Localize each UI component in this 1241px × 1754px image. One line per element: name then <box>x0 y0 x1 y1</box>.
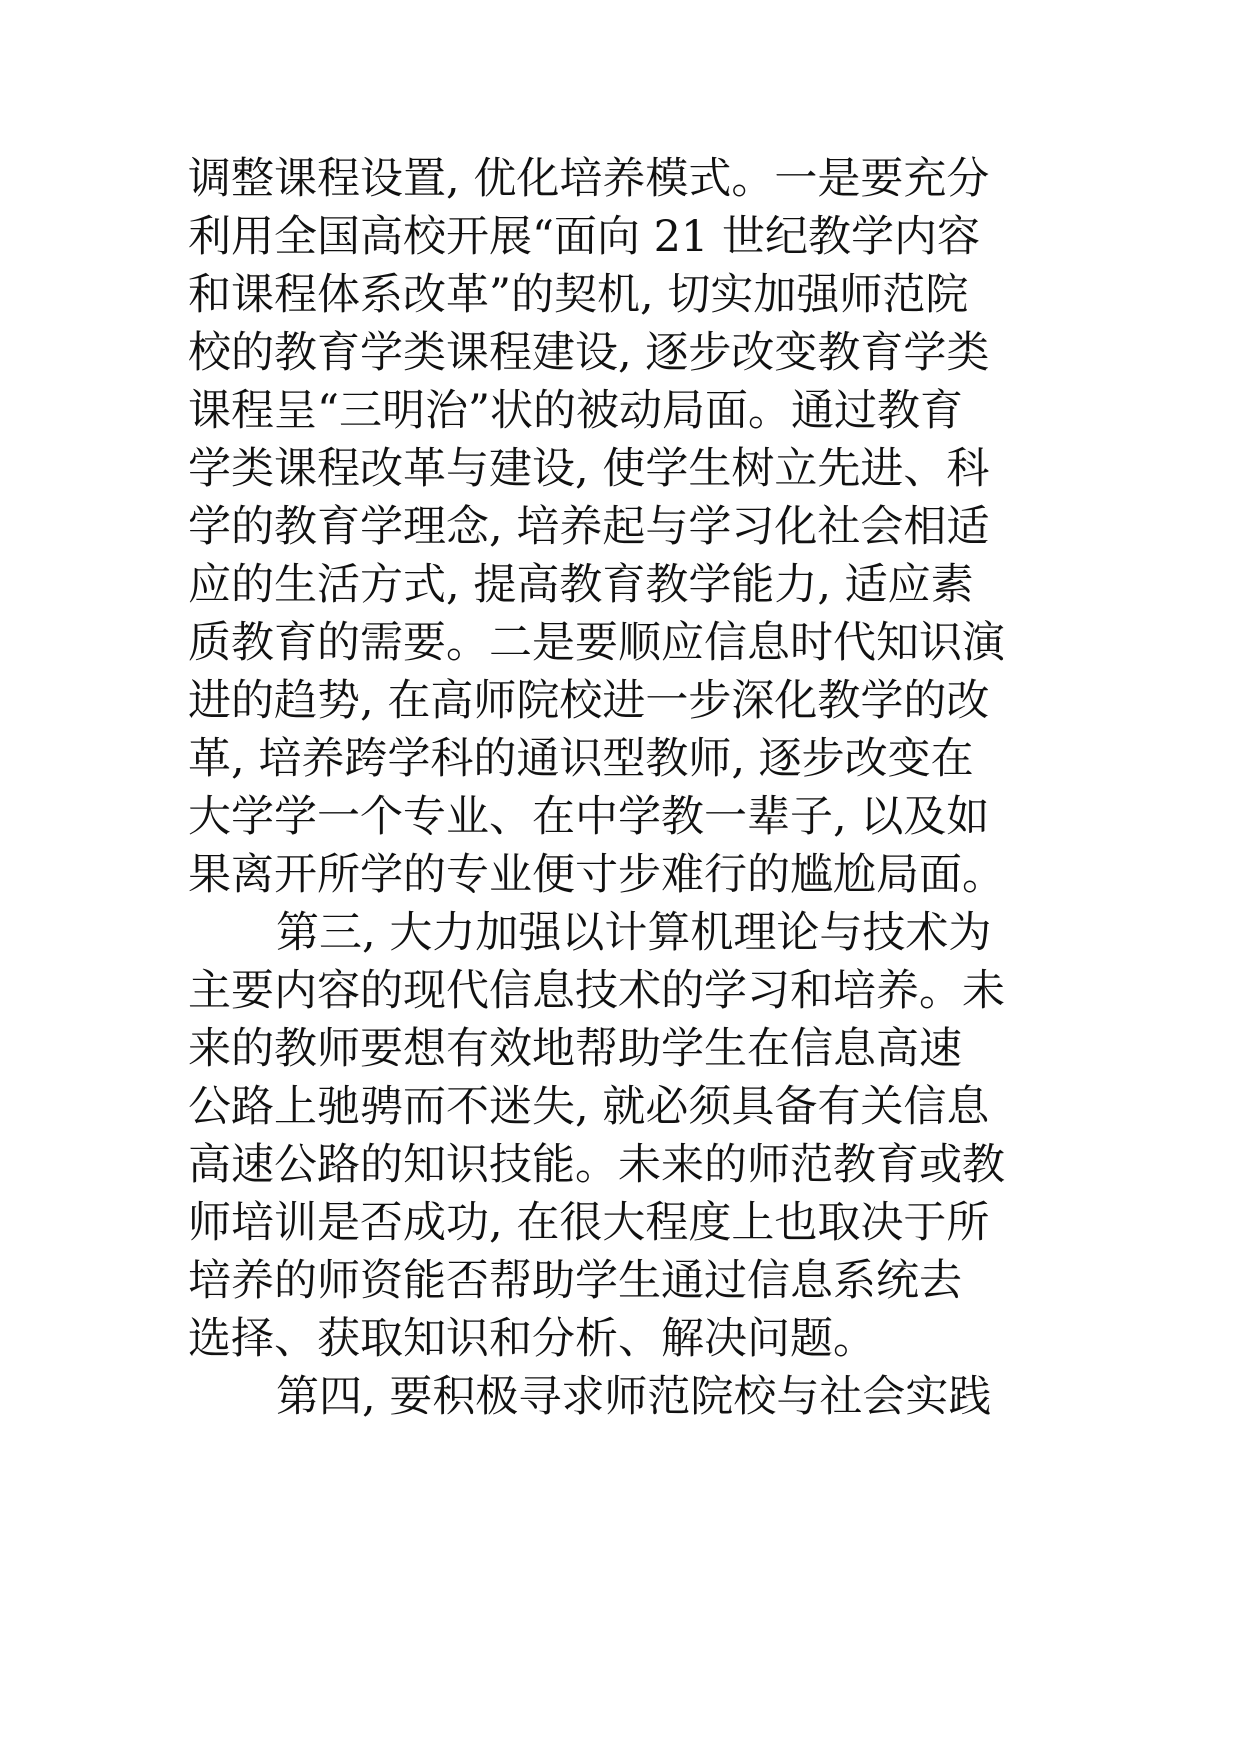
text-line: 应的生活方式, 提高教育教学能力, 适应素 <box>188 560 974 610</box>
text-line: 选择、获取知识和分析、解决问题。 <box>188 1314 876 1364</box>
text-line: 学的教育学理念, 培养起与学习化社会相适 <box>188 502 990 552</box>
text-line: 主要内容的现代信息技术的学习和培养。未 <box>188 966 1005 1016</box>
text-line: 校的教育学类课程建设, 逐步改变教育学类 <box>188 328 990 378</box>
text-line: 师培训是否成功, 在很大程度上也取决于所 <box>188 1198 990 1248</box>
text-line: 高速公路的知识技能。未来的师范教育或教 <box>188 1140 1005 1190</box>
text-line: 学类课程改革与建设, 使学生树立先进、科 <box>188 444 990 494</box>
text-line: 革, 培养跨学科的通识型教师, 逐步改变在 <box>188 734 974 784</box>
text-line: 果离开所学的专业便寸步难行的尴尬局面。 <box>188 850 1005 900</box>
text-line: 质教育的需要。二是要顺应信息时代知识演 <box>188 618 1005 668</box>
paragraph-start-line: 第四, 要积极寻求师范院校与社会实践 <box>276 1372 992 1422</box>
text-line: 培养的师资能否帮助学生通过信息系统去 <box>188 1256 962 1306</box>
text-line: 利用全国高校开展“面向 21 世纪教学内容 <box>188 212 981 262</box>
paragraph-start-line: 第三, 大力加强以计算机理论与技术为 <box>276 908 992 958</box>
body-text <box>188 150 1088 1426</box>
text-line: 公路上驰骋而不迷失, 就必须具备有关信息 <box>188 1082 990 1132</box>
text-line: 大学学一个专业、在中学教一辈子, 以及如 <box>188 792 990 842</box>
text-line: 课程呈“三明治”状的被动局面。通过教育 <box>188 386 963 436</box>
text-line: 进的趋势, 在高师院校进一步深化教学的改 <box>188 676 990 726</box>
text-line: 和课程体系改革”的契机, 切实加强师范院 <box>188 270 969 320</box>
text-line: 调整课程设置, 优化培养模式。一是要充分 <box>188 154 990 204</box>
text-line: 来的教师要想有效地帮助学生在信息高速 <box>188 1024 962 1074</box>
